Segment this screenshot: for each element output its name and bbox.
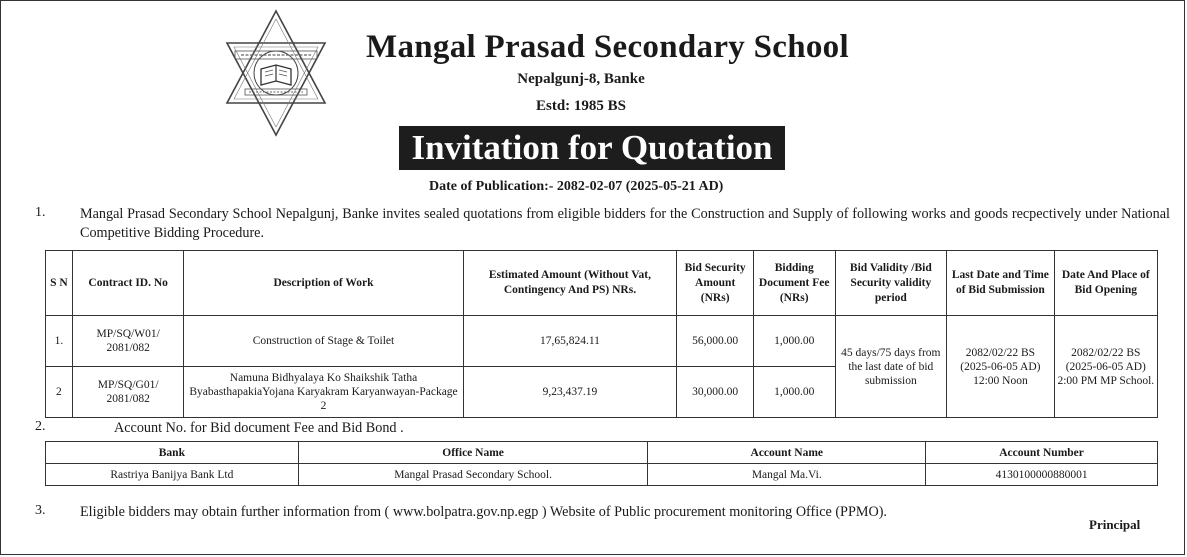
paragraph-number: 3. xyxy=(35,503,46,518)
column-header-validity: Bid Validity /Bid Security validity period xyxy=(835,251,947,316)
school-name: Mangal Prasad Secondary School xyxy=(366,29,849,65)
column-header-contract-id: Contract ID. No xyxy=(72,251,184,316)
column-header-opening: Date And Place of Bid Opening xyxy=(1054,251,1157,316)
column-header-bid-security: Bid Security Amount (NRs) xyxy=(677,251,753,316)
cell-bank: Rastriya Banijya Bank Ltd xyxy=(46,464,299,486)
cell-doc-fee: 1,000.00 xyxy=(753,316,835,367)
column-header-account-name: Account Name xyxy=(648,442,926,464)
signatory: Principal xyxy=(1089,517,1141,532)
publication-date: Date of Publication:- 2082-02-07 (2025-05-21 AD) xyxy=(429,179,724,194)
information-paragraph: Eligible bidders may obtain further information from ( www.bolpatra.gov.np.egp ) Website of Public procurement monitoring Office (PPMO). xyxy=(80,504,887,520)
cell-doc-fee: 1,000.00 xyxy=(753,367,835,418)
paragraph-number: 1. xyxy=(35,205,46,220)
cell-last-date: 2082/02/22 BS (2025-06-05 AD) 12:00 Noon xyxy=(947,316,1054,418)
column-header-sn: S N xyxy=(46,251,73,316)
accounts-table xyxy=(45,441,1158,486)
works-table xyxy=(45,250,1158,418)
cell-estimated-amount: 17,65,824.11 xyxy=(463,316,677,367)
cell-bid-security: 56,000.00 xyxy=(677,316,753,367)
table-row xyxy=(46,464,1158,486)
invitation-paragraph: Mangal Prasad Secondary School Nepalgunj, Banke invites sealed quotations from eligible bidders for the Construction and Supply of following works and goods recpectively under National Competitive Bidding Procedure. xyxy=(80,206,1170,241)
cell-validity: 45 days/75 days from the last date of bid submission xyxy=(835,316,947,418)
column-header-description: Description of Work xyxy=(184,251,463,316)
cell-description: Construction of Stage & Toilet xyxy=(184,316,463,367)
cell-opening: 2082/02/22 BS (2025-06-05 AD) 2:00 PM MP School. xyxy=(1054,316,1157,418)
school-emblem-icon xyxy=(221,9,331,137)
paragraph-number: 2. xyxy=(35,419,46,434)
column-header-account-number: Account Number xyxy=(926,442,1158,464)
table-header-row xyxy=(46,442,1158,464)
cell-contract-id: MP/SQ/W01/ 2081/082 xyxy=(72,316,184,367)
cell-estimated-amount: 9,23,437.19 xyxy=(463,367,677,418)
school-address: Nepalgunj-8, Banke xyxy=(517,71,645,87)
cell-account-name: Mangal Ma.Vi. xyxy=(648,464,926,486)
cell-sn: 1. xyxy=(46,316,73,367)
cell-office: Mangal Prasad Secondary School. xyxy=(298,464,648,486)
cell-account-number: 4130100000880001 xyxy=(926,464,1158,486)
cell-bid-security: 30,000.00 xyxy=(677,367,753,418)
cell-description: Namuna Bidhyalaya Ko Shaikshik Tatha ByabasthapakiaYojana Karyakram Karyanwayan-Package 2 xyxy=(184,367,463,418)
column-header-estimated-amount: Estimated Amount (Without Vat, Contingency And PS) NRs. xyxy=(463,251,677,316)
cell-sn: 2 xyxy=(46,367,73,418)
cell-contract-id: MP/SQ/G01/ 2081/082 xyxy=(72,367,184,418)
column-header-office: Office Name xyxy=(298,442,648,464)
account-heading: Account No. for Bid document Fee and Bid Bond . xyxy=(114,420,404,436)
table-row xyxy=(46,316,1158,367)
column-header-bank: Bank xyxy=(46,442,299,464)
table-header-row xyxy=(46,251,1158,316)
column-header-last-date: Last Date and Time of Bid Submission xyxy=(947,251,1054,316)
established-year: Estd: 1985 BS xyxy=(535,98,627,114)
notice-title: Invitation for Quotation xyxy=(399,126,785,170)
column-header-doc-fee: Bidding Document Fee (NRs) xyxy=(753,251,835,316)
